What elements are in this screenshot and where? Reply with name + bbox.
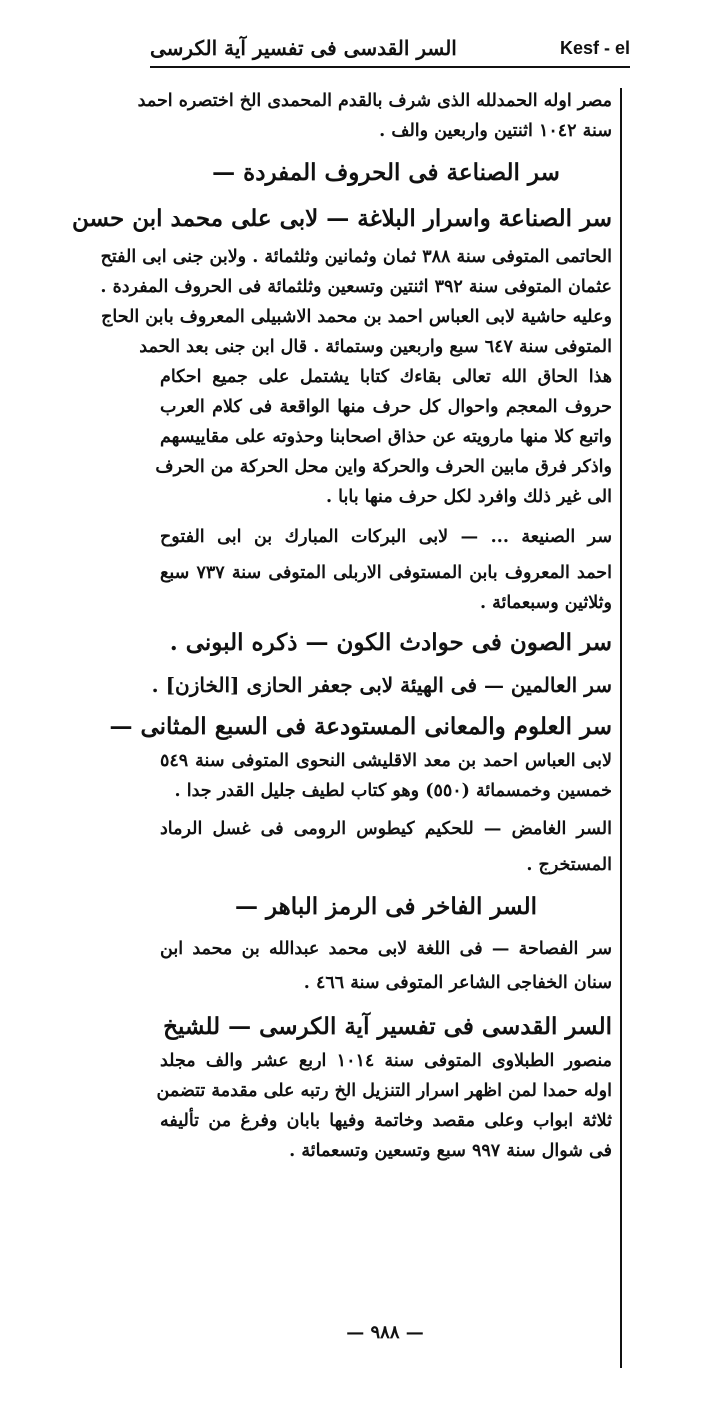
text-line: المستخرج . — [526, 855, 612, 875]
text-line: سنة ١٠٤٢ اثنتين واربعين والف . — [379, 121, 612, 141]
entry-heading: السر القدسى فى تفسير آية الكرسى — للشيخ — [163, 1013, 612, 1040]
spacer — [160, 926, 612, 934]
spacer — [160, 880, 612, 888]
running-head-title: السر القدسى فى تفسير آية الكرسى — [150, 36, 457, 60]
text-line: الحاتمى المتوفى سنة ٣٨٨ ثمان وثمانين وثلثمائة . ولابن جنى ابى الفتح — [100, 247, 612, 267]
spacer — [160, 998, 612, 1008]
entry-heading: سر الصناعة فى الحروف المفردة — — [212, 159, 560, 186]
text-line: واتبع كلا منها مارويته عن حذاق اصحابنا وحذوته على مقاييسهم — [160, 427, 612, 447]
entry-lead-line: سر الصنيعة ... — لابى البركات المبارك بن ابى الفتوح — [160, 527, 612, 547]
spacer — [160, 192, 612, 200]
text-line: منصور الطبلاوى المتوفى سنة ١٠١٤ اربع عشر والف مجلد — [160, 1051, 612, 1071]
text-line: الى غير ذلك وافرد لكل حرف منها بابا . — [325, 487, 612, 507]
body-text — [71, 86, 612, 1166]
text-line: احمد المعروف بابن المستوفى الاربلى المتوفى سنة ٧٣٧ سبع — [160, 563, 612, 583]
text-line: حروف المعجم واحوال كل حرف منها الواقعة فى كلام العرب — [160, 397, 612, 417]
text-line: سنان الخفاجى الشاعر المتوفى سنة ٤٦٦ . — [303, 973, 612, 993]
entry-heading: السر الفاخر فى الرمز الباهر — — [234, 893, 538, 920]
entry-heading: سر العالمين — فى الهيئة لابى جعفر الحازى [الخازن] . — [151, 673, 612, 697]
column-rule — [620, 88, 622, 1368]
text-line: عثمان المتوفى سنة ٣٩٢ اثنتين وتسعين وثلثمائة فى الحروف المفردة . — [100, 277, 612, 297]
entry-heading: سر الصناعة واسرار البلاغة — لابى على محمد ابن حسن — [71, 205, 612, 232]
spacer — [160, 806, 612, 814]
running-head — [150, 30, 630, 68]
text-line: اوله حمدا لمن اظهر اسرار التنزيل الخ رتبه على مقدمة تتضمن — [156, 1081, 612, 1101]
text-line: ثلاثة ابواب وعلى مقصد وخاتمة وفيها بابان وفرغ من تأليفه — [160, 1111, 612, 1131]
text-line: خمسين وخمسمائة (٥٥٠) وهو كتاب لطيف جليل القدر جدا . — [174, 781, 612, 801]
text-line: لابى العباس احمد بن معد الاقليشى النحوى المتوفى سنة ٥٤٩ — [160, 751, 612, 771]
text-line: واذكر فرق مابين الحرف والحركة واين محل الحركة من الحرف — [155, 457, 612, 477]
entry-heading: سر العلوم والمعانى المستودعة فى السبع المثانى — — [109, 713, 612, 740]
spacer — [160, 512, 612, 522]
entry-lead-line: السر الغامض — للحكيم كيطوس الرومى فى غسل الرماد — [160, 819, 612, 839]
text-line: مصر اوله الحمدلله الذى شرف بالقدم المحمدى الخ اختصره احمد — [137, 91, 612, 111]
page-number: — ٩٨٨ — — [346, 1322, 424, 1343]
text-line: وعليه حاشية لابى العباس احمد بن محمد الاشبيلى المعروف بابن الحاج — [101, 307, 612, 327]
text-line: فى شوال سنة ٩٩٧ سبع وتسعين وتسعمائة . — [289, 1141, 612, 1161]
text-line: وثلاثين وسبعمائة . — [479, 593, 612, 613]
spacer — [160, 146, 612, 154]
catchword: Kesf - el — [559, 37, 630, 58]
text-line: المتوفى سنة ٦٤٧ سبع واربعين وستمائة . قال ابن جنى بعد الحمد — [139, 337, 612, 357]
entry-heading: سر الصون فى حوادث الكون — ذكره البونى . — [169, 629, 612, 656]
entry-lead-line: سر الفصاحة — فى اللغة لابى محمد عبدالله بن محمد ابن — [160, 939, 612, 959]
text-line: هذا الحاق الله تعالى بقاءك كتابا يشتمل على جميع احكام — [160, 367, 612, 387]
